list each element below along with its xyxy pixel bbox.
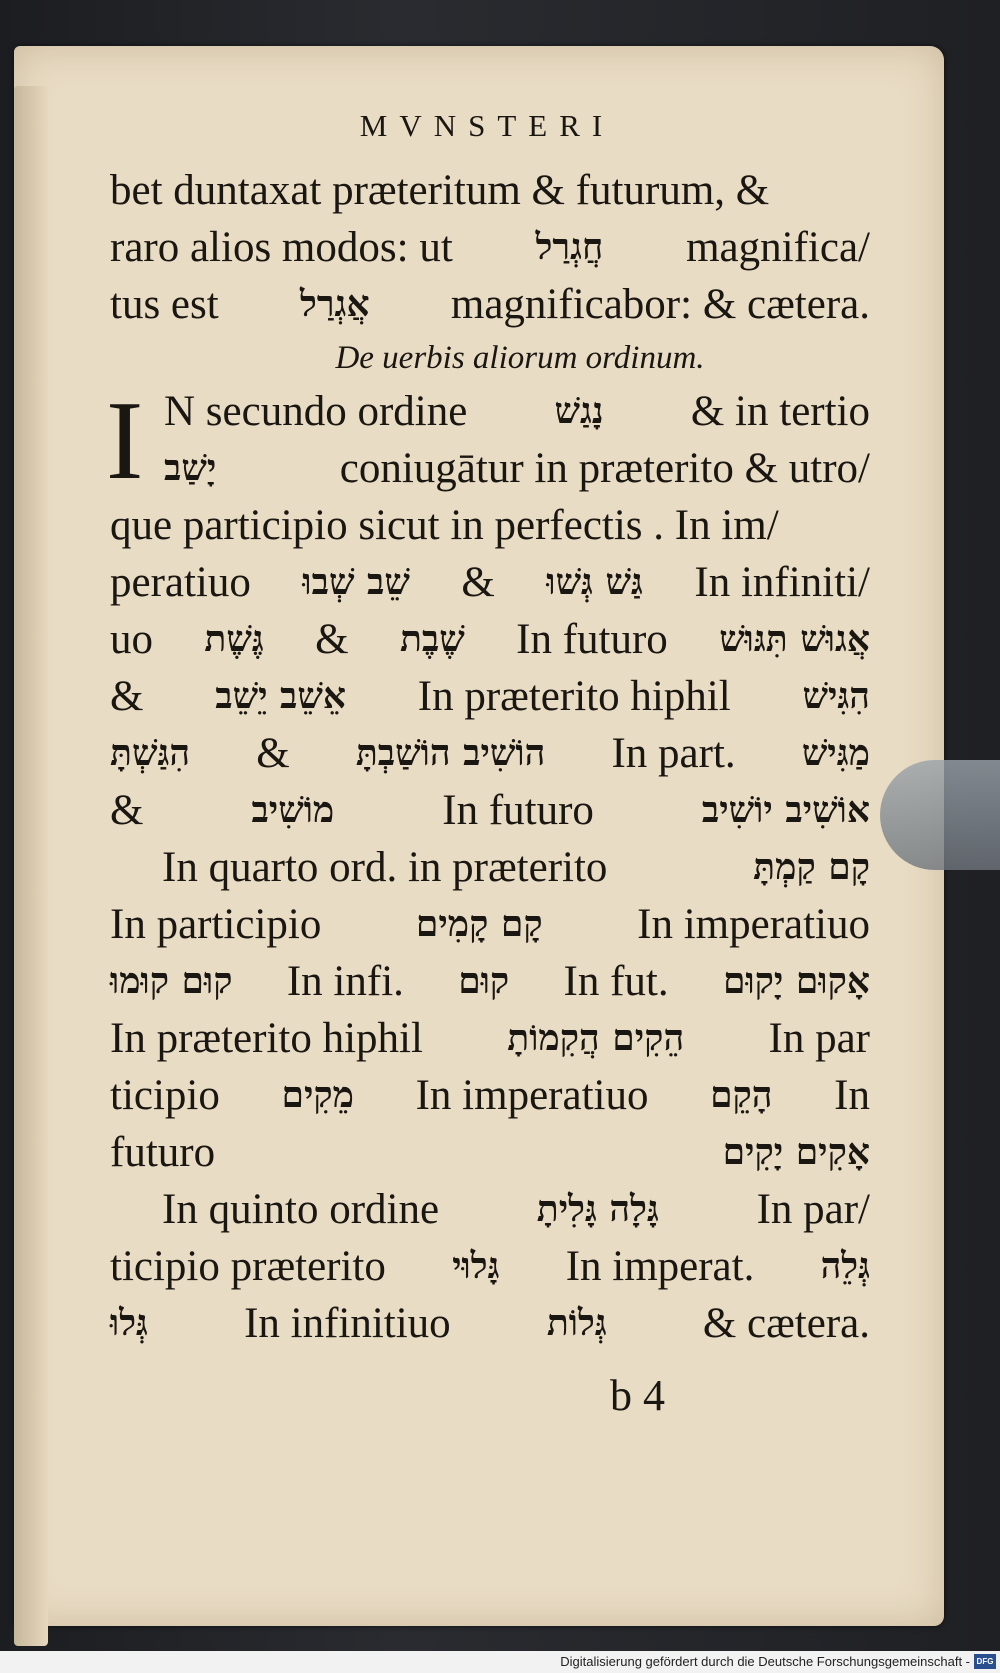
latin-text: In imperatiuo (637, 901, 870, 948)
text-line (110, 1124, 870, 1181)
text-line (110, 1238, 870, 1295)
text-line (110, 1067, 870, 1124)
hebrew-word: אוֹשִׁיב יוֹשִׁיב (701, 789, 870, 831)
latin-text: bet duntaxat præteritum & futurum, & (110, 167, 770, 214)
latin-text: uo (110, 616, 153, 663)
hebrew-word: גְּלֵה (820, 1245, 870, 1287)
hebrew-word: קוּם (458, 960, 510, 1002)
text-line (110, 276, 870, 333)
latin-text: In præterito hiphil (417, 673, 731, 720)
opening-lines (110, 162, 870, 333)
hebrew-word: מַגִּישׁ (801, 732, 870, 774)
latin-text: & in tertio (690, 388, 870, 435)
hebrew-word: קָם קַמְתָּ (753, 846, 870, 888)
latin-text: In futuro (442, 787, 594, 834)
latin-text: In præterito hiphil (110, 1015, 423, 1062)
text-line (110, 953, 870, 1010)
hebrew-word: מֵקִים (281, 1074, 354, 1116)
paragraph-fifth-order (110, 1181, 870, 1352)
hebrew-word: הֵקִים הֲקִמוֹתָ (507, 1017, 685, 1059)
latin-text: In quinto ordine (162, 1186, 440, 1233)
page-edge (14, 86, 48, 1646)
hebrew-word: אֲגְרַל (300, 283, 370, 325)
hebrew-word: אָקוּם יָקוּם (722, 960, 870, 1002)
dfg-logo: DFG (974, 1654, 996, 1669)
latin-text: N secundo ordine (164, 388, 468, 435)
hebrew-word: מוֹשִׁיב (251, 789, 335, 831)
latin-text: In imperatiuo (415, 1072, 649, 1119)
hebrew-word: גְּלוֹת (546, 1302, 607, 1344)
page-clip (880, 760, 1000, 870)
hebrew-word: גָּלָה גָּלִיתָ (536, 1188, 659, 1230)
text-line (110, 497, 870, 554)
hebrew-word: שֶׁבֶת (399, 618, 465, 660)
text-line (110, 668, 870, 725)
running-head: MVNSTERI (359, 108, 615, 143)
latin-text: In futuro (516, 616, 668, 663)
hebrew-word: הִגִּישׁ (802, 675, 870, 717)
hebrew-word: שֵׁב שְׁבוּ (302, 561, 410, 603)
paragraph-second-order (106, 379, 870, 839)
footer-text: Digitalisierung gefördert durch die Deutsche Forschungsgemeinschaft - (560, 1654, 970, 1669)
hebrew-word: גֶּשֶׁת (204, 618, 264, 660)
latin-text: & (110, 787, 144, 834)
latin-text: In par/ (756, 1186, 870, 1233)
page-text (106, 108, 870, 1352)
drop-capital: I (106, 379, 144, 503)
text-line (110, 1295, 870, 1352)
text-line (110, 440, 870, 497)
latin-text: In participio (110, 901, 322, 948)
latin-text: In infi. (286, 958, 404, 1005)
text-line (110, 162, 870, 219)
text-line (110, 725, 870, 782)
latin-text: In par (768, 1015, 870, 1062)
hebrew-word: גַּשׁ גְּשׁוּ (546, 561, 643, 603)
latin-text: que participio sicut in perfectis . In im/ (110, 502, 779, 549)
hebrew-word: חֲגְרַל (535, 226, 604, 268)
text-line (110, 782, 870, 839)
latin-text: In fut. (563, 958, 669, 1005)
hebrew-word: קוּם קוּמוּ (110, 960, 233, 1002)
latin-text: & (256, 730, 290, 777)
hebrew-word: גְּלוּ (110, 1302, 148, 1344)
hebrew-word: הוֹשִׁיב הוֹשַׁבְתָּ (355, 732, 546, 774)
latin-text: & (315, 616, 349, 663)
text-line (110, 611, 870, 668)
latin-text: magnificabor: & cætera. (450, 281, 870, 328)
paragraph-fourth-order (110, 839, 870, 1181)
latin-text: peratiuo (110, 559, 251, 606)
hebrew-word: קָם קָמִים (415, 903, 543, 945)
latin-text: & cætera. (702, 1300, 870, 1347)
hebrew-word: אֲגוּשׁ תִּגּוּשׁ (719, 618, 870, 660)
hebrew-word: אֵשֵׁב יֵשֵׁב (215, 675, 346, 717)
text-line (110, 896, 870, 953)
latin-text: ticipio (110, 1072, 220, 1119)
latin-text: In imperat. (565, 1243, 755, 1290)
latin-text: ticipio præterito (110, 1243, 386, 1290)
latin-text: In part. (611, 730, 736, 777)
text-line (110, 839, 870, 896)
latin-text: coniugātur in præterito & utro/ (339, 445, 870, 492)
text-line (110, 554, 870, 611)
latin-text: tus est (110, 281, 219, 328)
footer-bar (0, 1651, 1000, 1673)
latin-text: In infinitiuo (244, 1300, 451, 1347)
hebrew-word: גָּלוּי (452, 1245, 500, 1287)
latin-text: & (110, 673, 144, 720)
latin-text: raro alios modos: ut (110, 224, 453, 271)
hebrew-word: הִגַּשְׁתָּ (110, 732, 191, 774)
latin-text: magnifica/ (686, 224, 870, 271)
hebrew-word: יָשַׁב (164, 447, 217, 489)
latin-text: In infiniti/ (694, 559, 870, 606)
latin-text: In (834, 1072, 870, 1119)
latin-text: futuro (110, 1129, 216, 1176)
hebrew-word: נָגַשׁ (554, 390, 604, 432)
section-title: De uerbis aliorum ordinum. (335, 340, 705, 376)
hebrew-word: הָקֵם (710, 1074, 773, 1116)
signature-mark: b 4 (610, 1371, 665, 1420)
latin-text: In quarto ord. in præterito (162, 844, 608, 891)
text-line (110, 1010, 870, 1067)
text-line (110, 1181, 870, 1238)
text-line (110, 383, 870, 440)
text-line (110, 219, 870, 276)
hebrew-word: אָקִים יָקִים (722, 1131, 870, 1173)
latin-text: & (461, 559, 495, 606)
